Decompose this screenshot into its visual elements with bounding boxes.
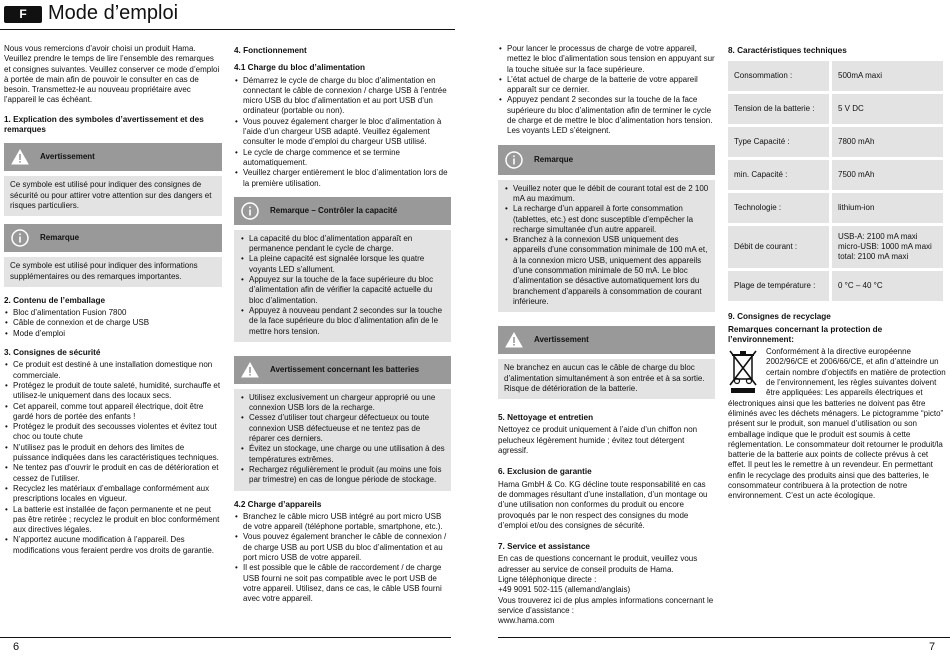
section-8-title: 8. Caractéristiques techniques bbox=[728, 46, 847, 55]
list-item: • La capacité du bloc d’alimentation apparaît en permanence pendant le cycle de charge. bbox=[240, 234, 445, 255]
list-item: • L’état actuel de charge de la batterie de votre appareil apparaît sur ce dernier. bbox=[498, 75, 715, 96]
list-item: • Protégez le produit de toute saleté, humidité, surchauffe et utilisez-le uniquement dans des locaux secs. bbox=[4, 381, 222, 402]
column-3 bbox=[498, 44, 715, 626]
table-row bbox=[728, 271, 943, 301]
section-1-title: 1. Explication des symboles d’avertissement et des remarques bbox=[4, 114, 204, 135]
list-item: • Protégez le produit des secousses violentes et évitez tout choc ou toute chute bbox=[4, 422, 222, 443]
warning-label: Avertissement bbox=[534, 335, 589, 345]
intro-text: Nous vous remercions d’avoir choisi un produit Hama. Veuillez prendre le temps de lire l’ensemble des remarques et consignes suivantes. Veuillez conserver ce mode d’emploi à portée de main afin de pouvoir le consulter en cas de besoin. Transmettez-le au nouveau propriétaire avec l’appareil le cas échéant. bbox=[4, 44, 220, 105]
column-1 bbox=[4, 44, 222, 556]
footer-divider-left bbox=[0, 637, 451, 638]
column-4 bbox=[728, 37, 946, 502]
list-item: • Cet appareil, comme tout appareil électrique, doit être gardé hors de portée des enfants ! bbox=[4, 402, 222, 423]
section-5-title: 5. Nettoyage et entretien bbox=[498, 413, 594, 423]
spec-value: 0 °C – 40 °C bbox=[832, 271, 943, 301]
list-item: • Mode d’emploi bbox=[4, 329, 222, 339]
note-label: Remarque bbox=[40, 233, 80, 243]
weee-bin-icon bbox=[728, 349, 758, 395]
column-2 bbox=[234, 37, 451, 604]
warning-text: Ce symbole est utilisé pour indiquer des consignes de sécurité ou pour attirer votre attention sur des dangers et risques particuliers. bbox=[4, 176, 222, 216]
list-item: • Veuillez charger entièrement le bloc d’alimentation lors de la première utilisation. bbox=[234, 168, 451, 189]
website-link[interactable]: www.hama.com bbox=[498, 616, 555, 626]
table-row bbox=[728, 94, 943, 124]
warning-icon bbox=[240, 360, 260, 380]
section-5-text: Nettoyez ce produit uniquement à l’aide d’un chiffon non pelucheux légèrement humide ; évitez tout détergent agressif. bbox=[498, 425, 698, 456]
list-item: • Utilisez exclusivement un chargeur approprié ou une connexion USB lors de la recharge. bbox=[240, 393, 445, 414]
language-badge: F bbox=[4, 6, 42, 23]
capacity-note-header bbox=[234, 197, 451, 225]
list-item: • Appuyez à nouveau pendant 2 secondes sur la touche de la face supérieure du bloc d’alimentation afin de le mettre hors tension. bbox=[240, 306, 445, 337]
charging-list bbox=[234, 76, 451, 189]
spec-key: Tension de la batterie : bbox=[728, 94, 832, 124]
info-icon bbox=[240, 201, 260, 221]
warning-icon bbox=[504, 330, 524, 350]
table-row bbox=[728, 193, 943, 223]
section-7-title: 7. Service et assistance bbox=[498, 542, 590, 552]
list-item: • Branchez le câble micro USB intégré au port micro USB de votre appareil (téléphone portable, smartphone, etc.). bbox=[234, 512, 451, 533]
info-icon bbox=[504, 150, 524, 170]
warning-icon bbox=[10, 147, 30, 167]
device-charging-list bbox=[234, 512, 451, 605]
spec-value: USB-A: 2100 mA maxi micro-USB: 1000 mA maxi total: 2100 mA maxi bbox=[832, 226, 943, 268]
battery-warning-body bbox=[234, 389, 451, 491]
list-item: • Ne tentez pas d’ouvrir le produit en cas de détérioration et cessez de l’utiliser. bbox=[4, 463, 222, 484]
spec-value: 500mA maxi bbox=[832, 61, 943, 91]
page-number-left: 6 bbox=[13, 641, 20, 653]
list-item: • Vous pouvez également charger le bloc d’alimentation à l’aide d’un chargeur USB adapté. Veuillez également consulter le mode d’emploi du chargeur USB utilisé. bbox=[234, 117, 451, 148]
list-item: • N’apportez aucune modification à l’appareil. Des modifications vous feraient perdre vos droits de garantie. bbox=[4, 535, 222, 556]
section-4-title: 4. Fonctionnement bbox=[234, 46, 307, 55]
section-4-2-title: 4.2 Charge d’appareils bbox=[234, 499, 322, 509]
list-item: • Câble de connexion et de charge USB bbox=[4, 318, 222, 328]
note-text: Ce symbole est utilisé pour indiquer des informations supplémentaires ou des remarques importantes. bbox=[4, 257, 222, 287]
list-item: • Il est possible que le câble de raccordement / de charge USB fourni ne soit pas compatible avec le port USB de votre appareil. Utilisez, dans ce cas, le câble USB fourni avec votre appareil. bbox=[234, 563, 451, 604]
list-item: • Bloc d’alimentation Fusion 7800 bbox=[4, 308, 222, 318]
page-header bbox=[0, 0, 455, 30]
list-item: • Ce produit est destiné à une installation domestique non commerciale. bbox=[4, 360, 222, 381]
warning-header bbox=[4, 143, 222, 171]
footer-divider-right bbox=[498, 637, 950, 638]
list-item: • Appuyez pendant 2 secondes sur la touche de la face supérieure du bloc d’alimentation afin de terminer le cycle de charge et de mettre le bloc d’alimentation hors tension. Les voyants LED s’éteignent. bbox=[498, 95, 715, 136]
spec-key: Plage de température : bbox=[728, 271, 832, 301]
table-row bbox=[728, 160, 943, 190]
recycling-text: Conformément à la directive européenne 2002/96/CE et 2006/66/CE, et afin d’atteindre un certain nombre d’objectifs en matière de protection de l’environnement, les règles suivantes doivent être appliquées: Les appareils électriques et électroniques ainsi que les batteries ne doivent pas être éliminés avec les déchets ménagers. Le pictogramme “picto” présent sur le produit, son manuel d’utilisation ou son emballage indique que le produit est soumis à cette réglementation. Le consommateur doit retourner le produit/la batterie de la batterie aux points de collecte prévus à cet effet. Il peut les le remettre à un revendeur. En permettant enfin le recyclage des produits ainsi que des batteries, le consommateur contribuera à la protection de notre environnement. C’est un acte écologique. bbox=[728, 347, 946, 501]
list-item: • Branchez à la connexion USB uniquement des appareils d’une consommation minimale de 100 mA et, à la connexion micro USB, uniquement des appareils d’une consommation minimale de 50 mA. Le bloc d’alimentation se désactive automatiquement lors du branchement d’appareils à consommation de courant inférieure. bbox=[504, 235, 709, 307]
note-header bbox=[498, 145, 715, 175]
package-contents-list bbox=[4, 308, 222, 339]
note-header bbox=[4, 224, 222, 252]
warning-label: Avertissement bbox=[40, 152, 95, 162]
section-3-title: 3. Consignes de sécurité bbox=[4, 348, 101, 358]
section-2-title: 2. Contenu de l’emballage bbox=[4, 295, 106, 305]
list-item: • Recyclez les matériaux d’emballage conformément aux prescriptions locales en vigueur. bbox=[4, 484, 222, 505]
section-9-title: 9. Consignes de recyclage bbox=[728, 312, 831, 322]
specs-table bbox=[728, 58, 943, 304]
battery-warning-label: Avertissement concernant les batteries bbox=[270, 364, 420, 374]
safety-list bbox=[4, 360, 222, 556]
list-item: • Cessez d’utiliser tout chargeur défectueux ou toute connexion USB défectueuse et ne tentez pas de réparer ces derniers. bbox=[240, 413, 445, 444]
list-item: • Évitez un stockage, une charge ou une utilisation à des températures extrêmes. bbox=[240, 444, 445, 465]
page-number-right: 7 bbox=[929, 641, 936, 653]
spec-key: Technologie : bbox=[728, 193, 832, 223]
spec-key: Débit de courant : bbox=[728, 226, 832, 268]
list-item: • Démarrez le cycle de charge du bloc d’alimentation en connectant le câble de connexion / charge USB à l’entrée micro USB du bloc d’alimentation et au port USB d’un ordinateur (portable ou non). bbox=[234, 76, 451, 117]
list-item: • La recharge d’un appareil à forte consommation (tablettes, etc.) est donc susceptible d’empêcher la recharge simultanée d’un autre appareil. bbox=[504, 204, 709, 235]
list-item: • Veuillez noter que le débit de courant total est de 2 100 mA au maximum. bbox=[504, 184, 709, 205]
section-6-title: 6. Exclusion de garantie bbox=[498, 467, 592, 477]
section-4-1-title: 4.1 Charge du bloc d’alimentation bbox=[234, 63, 366, 73]
hotline-label: Ligne téléphonique directe : bbox=[498, 574, 597, 584]
list-item: • La pleine capacité est signalée lorsque les quatre voyants LED s’allument. bbox=[240, 254, 445, 275]
spec-value: 7500 mAh bbox=[832, 160, 943, 190]
list-item: • Rechargez régulièrement le produit (au moins une fois par trimestre) en cas de longue période de stockage. bbox=[240, 465, 445, 486]
battery-warning-header bbox=[234, 356, 451, 384]
table-row bbox=[728, 61, 943, 91]
list-item: • Appuyez sur la touche de la face supérieure du bloc d’alimentation afin de vérifier la capacité actuelle du bloc d’alimentation. bbox=[240, 275, 445, 306]
list-item: • Vous pouvez également brancher le câble de connexion / de charge USB au port USB du bloc d’alimentation et au port micro USB de votre appareil. bbox=[234, 532, 451, 563]
capacity-note-label: Remarque – Contrôler la capacité bbox=[270, 205, 398, 215]
table-row bbox=[728, 226, 943, 268]
list-item: • Le cycle de charge commence et se termine automatiquement. bbox=[234, 148, 451, 169]
list-item: • La batterie est installée de façon permanente et ne peut pas être retirée ; recyclez le produit en bloc conformément aux directives légales. bbox=[4, 505, 222, 536]
hotline-number: +49 9091 502-115 (allemand/anglais) bbox=[498, 585, 631, 595]
capacity-note-body bbox=[234, 230, 451, 342]
spec-value: lithium-ion bbox=[832, 193, 943, 223]
charging-continued-list bbox=[498, 44, 715, 137]
warning-header bbox=[498, 326, 715, 354]
list-item: • Pour lancer le processus de charge de votre appareil, mettez le bloc d’alimentation sous tension en appuyant sur la touche située sur la face supérieure. bbox=[498, 44, 715, 75]
spec-value: 5 V DC bbox=[832, 94, 943, 124]
list-item: • N’utilisez pas le produit en dehors des limites de puissance indiquées dans les caractéristiques techniques. bbox=[4, 443, 222, 464]
warning-text: Ne branchez en aucun cas le câble de charge du bloc d’alimentation simultanément à son entrée et à sa sortie. Risque de détérioration de la batterie. bbox=[498, 359, 715, 399]
table-row bbox=[728, 127, 943, 157]
section-7-text: En cas de questions concernant le produit, veuillez vous adresser au service de conseil produits de Hama. bbox=[498, 554, 698, 574]
spec-value: 7800 mAh bbox=[832, 127, 943, 157]
support-info: Vous trouverez ici de plus amples informations concernant le service d’assistance : bbox=[498, 595, 714, 615]
info-icon bbox=[10, 228, 30, 248]
section-6-text: Hama GmbH & Co. KG décline toute responsabilité en cas de dommages résultant d’une installation, d’un montage ou d’une utilisation non conformes du produit ou encore provoqués par le non respect des consignes du mode d’emploi et/ou des consignes de sécurité. bbox=[498, 479, 708, 530]
spec-key: Consommation : bbox=[728, 61, 832, 91]
note-label: Remarque bbox=[534, 154, 574, 164]
environment-subtitle: Remarques concernant la protection de l’environnement: bbox=[728, 324, 883, 344]
spec-key: Type Capacité : bbox=[728, 127, 832, 157]
note-body bbox=[498, 180, 715, 313]
page-title: Mode d’emploi bbox=[48, 2, 179, 24]
spec-key: min. Capacité : bbox=[728, 160, 832, 190]
